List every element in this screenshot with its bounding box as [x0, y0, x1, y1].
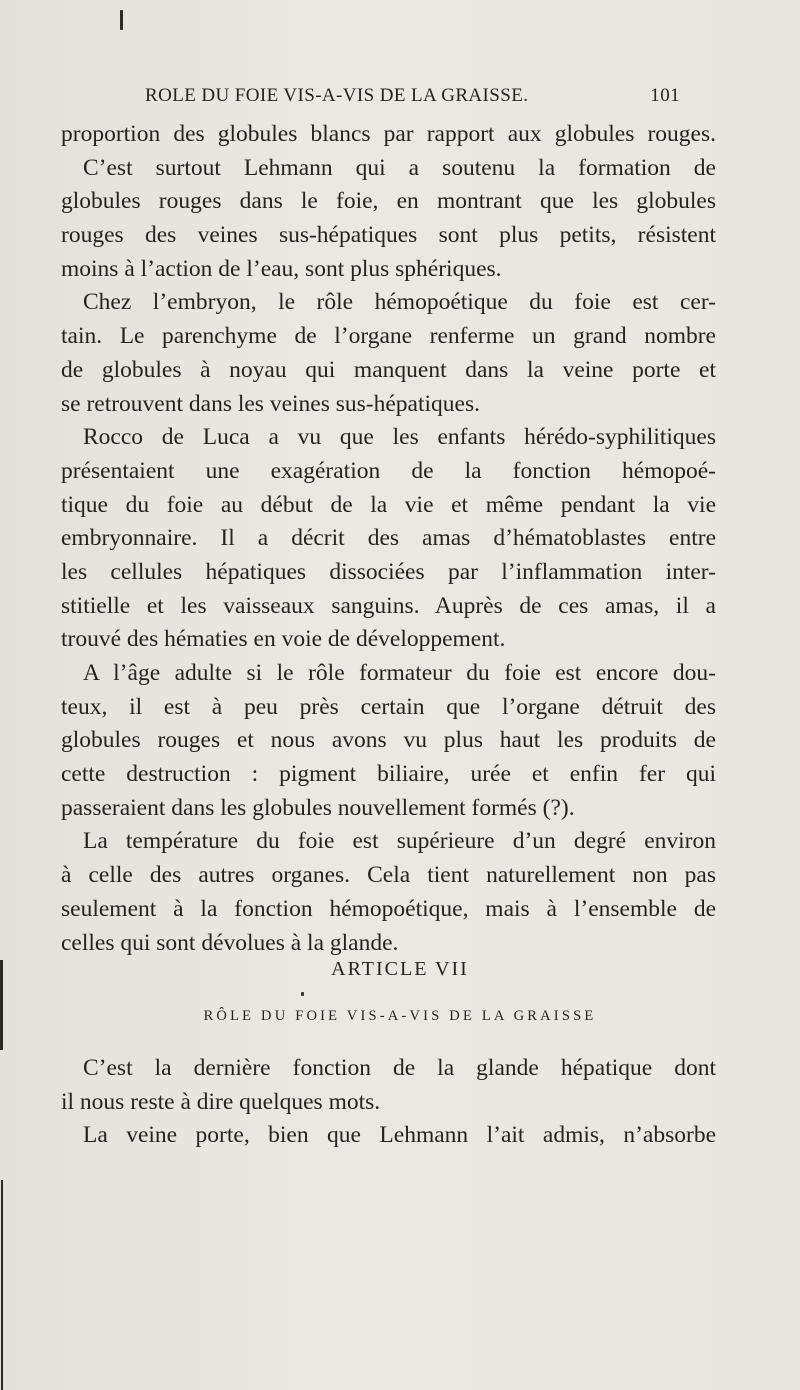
text-line: se retrouvent dans les veines sus-hépatiques. — [61, 390, 480, 417]
text-line: globules rouges dans le foie, en montrant que les globules — [61, 188, 716, 215]
text-line: Chez l’embryon, le rôle hémopoétique du foie est cer- — [83, 289, 716, 316]
stray-ink-mark — [120, 10, 123, 30]
text-line: tain. Le parenchyme de l’organe renferme un grand nombre — [61, 323, 716, 350]
page-edge-shadow — [0, 960, 3, 1050]
running-header — [145, 85, 680, 113]
body-text — [61, 118, 716, 960]
text-line: les cellules hépatiques dissociées par l’inflammation inter- — [61, 558, 716, 585]
text-line: globules rouges et nous avons vu plus haut les produits de — [61, 727, 716, 754]
text-line: embryonnaire. Il a décrit des amas d’hématoblastes entre — [61, 525, 716, 552]
section-subheading: RÔLE DU FOIE VIS-A-VIS DE LA GRAISSE — [203, 1008, 597, 1024]
running-title: ROLE DU FOIE VIS-A-VIS DE LA GRAISSE. — [145, 85, 529, 106]
ink-speck — [301, 992, 304, 996]
text-line: de globules à noyau qui manquent dans la veine porte et — [61, 356, 716, 383]
text-line: La température du foie est supérieure d’un degré environ — [83, 828, 716, 855]
text-line: cette destruction : pigment biliaire, urée et enfin fer qui — [61, 761, 716, 788]
text-line: tique du foie au début de la vie et même pendant la vie — [61, 491, 716, 518]
page-edge-shadow — [1, 1180, 3, 1390]
text-line: C’est la dernière fonction de la glande hépatique dont — [83, 1055, 716, 1081]
text-line: La veine porte, bien que Lehmann l’ait admis, n’absorbe — [83, 1122, 716, 1149]
text-line: rouges des veines sus-hépatiques sont plus petits, résistent — [61, 222, 716, 249]
text-line: proportion des globules blancs par rapport aux globules rouges. — [61, 121, 716, 147]
text-line: il nous reste à dire quelques mots. — [61, 1088, 381, 1115]
text-line: passeraient dans les globules nouvellement formés (?). — [61, 794, 575, 821]
text-line: trouvé des hématies en voie de développement. — [61, 626, 506, 653]
text-line: celles qui sont dévolues à la glande. — [61, 929, 399, 956]
text-line: Rocco de Luca a vu que les enfants hérédo-syphilitiques — [83, 424, 716, 451]
article-heading: ARTICLE VII — [331, 958, 469, 980]
page-number: 101 — [650, 85, 680, 106]
text-line: moins à l’action de l’eau, sont plus sphériques. — [61, 255, 502, 282]
text-line: A l’âge adulte si le rôle formateur du foie est encore dou- — [83, 660, 716, 686]
text-line: à celle des autres organes. Cela tient naturellement non pas — [61, 862, 716, 889]
text-line: teux, il est à peu près certain que l’organe détruit des — [61, 693, 716, 720]
text-line: présentaient une exagération de la fonction hémopoé- — [61, 457, 716, 484]
article-body-text — [61, 1052, 716, 1153]
text-line: C’est surtout Lehmann qui a soutenu la formation de — [83, 154, 716, 181]
text-line: seulement à la fonction hémopoétique, mais à l’ensemble de — [61, 895, 716, 922]
text-line: stitielle et les vaisseaux sanguins. Auprès de ces amas, il a — [61, 592, 716, 619]
